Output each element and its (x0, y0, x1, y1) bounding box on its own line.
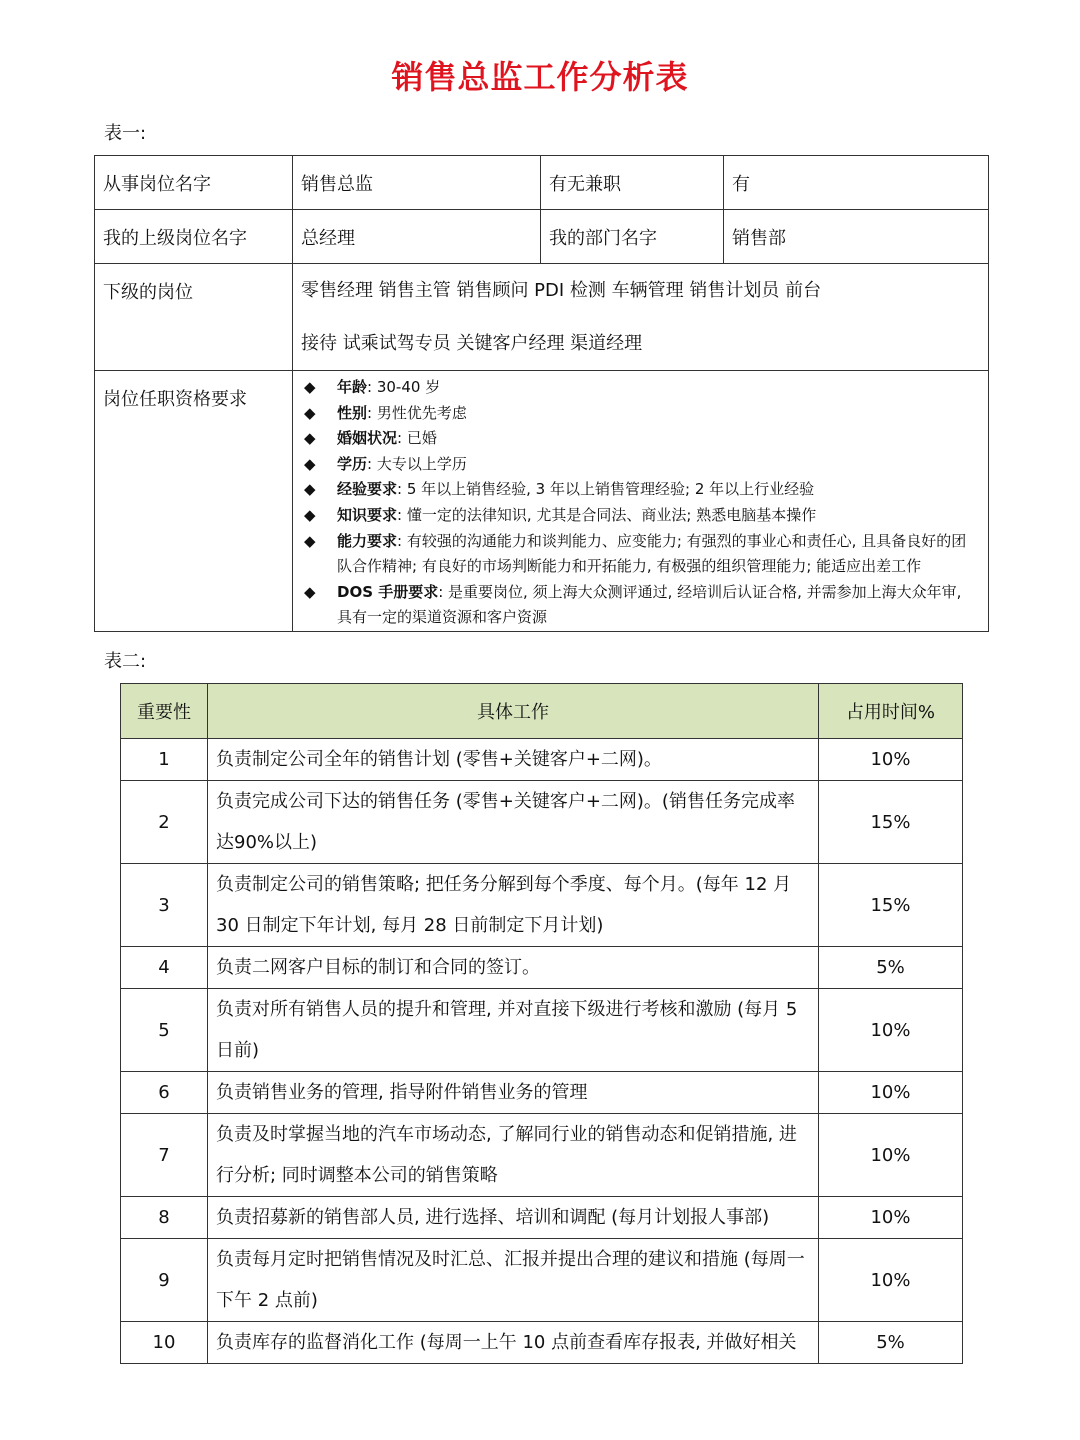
task-cell: 负责制定公司的销售策略; 把任务分解到每个季度、每个月。(每年 12 月 30 日制定下年计划, 每月 28 日前制定下月计划) (208, 864, 819, 947)
requirement-value: : 30-40 岁 (367, 378, 441, 396)
table-row (95, 264, 989, 371)
task-cell: 负责每月定时把销售情况及时汇总、汇报并提出合理的建议和措施 (每周一下午 2 点前) (208, 1239, 819, 1322)
list-item (301, 375, 980, 401)
diamond-bullet-icon: ◆ (304, 378, 316, 396)
table-row (121, 739, 963, 781)
table-row (95, 210, 989, 264)
rank-cell: 10 (121, 1322, 208, 1364)
time-cell: 15% (819, 864, 963, 947)
position-value: 销售总监 (293, 156, 541, 210)
rank-cell: 3 (121, 864, 208, 947)
list-item (301, 503, 980, 529)
table-row (121, 1114, 963, 1197)
requirement-key: 年龄 (337, 378, 368, 396)
time-cell: 10% (819, 739, 963, 781)
requirement-value: : 5 年以上销售经验, 3 年以上销售管理经验; 2 年以上行业经验 (397, 480, 815, 499)
task-cell: 负责完成公司下达的销售任务 (零售+关键客户+二网)。(销售任务完成率达90%以上) (208, 781, 819, 864)
rank-cell: 4 (121, 947, 208, 989)
requirement-key: 婚姻状况 (337, 429, 398, 448)
requirement-value: : 男性优先考虑 (367, 403, 467, 422)
time-cell: 10% (819, 989, 963, 1072)
table-row (121, 1072, 963, 1114)
table-row (121, 947, 963, 989)
subordinate-line: 零售经理 销售主管 销售顾问 PDI 检测 车辆管理 销售计划员 前台 (301, 280, 822, 301)
requirement-key: 性别 (337, 403, 368, 422)
task-cell: 负责对所有销售人员的提升和管理, 并对直接下级进行考核和激励 (每月 5 日前) (208, 989, 819, 1072)
table-row (121, 1322, 963, 1364)
requirement-value: : 大专以上学历 (367, 454, 467, 473)
requirement-key: DOS 手册要求 (337, 582, 439, 601)
dept-label: 我的部门名字 (541, 210, 724, 264)
list-item (301, 477, 980, 503)
column-header: 具体工作 (208, 684, 819, 739)
diamond-bullet-icon: ◆ (304, 480, 316, 499)
superior-label: 我的上级岗位名字 (95, 210, 293, 264)
parttime-label: 有无兼职 (541, 156, 724, 210)
requirement-key: 经验要求 (337, 480, 398, 499)
rank-cell: 9 (121, 1239, 208, 1322)
diamond-bullet-icon: ◆ (304, 531, 316, 550)
requirement-value: : 有较强的沟通能力和谈判能力、应变能力; 有强烈的事业心和责任心, 且具备良好的团队合作精神; 有良好的市场判断能力和开拓能力, 有极强的组织管理能力; 能适应出差工作 (337, 531, 967, 576)
table-row (95, 371, 989, 632)
list-item (301, 401, 980, 427)
superior-value: 总经理 (293, 210, 541, 264)
rank-cell: 5 (121, 989, 208, 1072)
table-row (121, 1239, 963, 1322)
list-item (301, 529, 980, 580)
diamond-bullet-icon: ◆ (304, 454, 316, 473)
subordinate-label: 下级的岗位 (95, 264, 293, 371)
job-info-table (94, 155, 989, 632)
rank-cell: 8 (121, 1197, 208, 1239)
time-cell: 10% (819, 1072, 963, 1114)
column-header: 占用时间% (819, 684, 963, 739)
task-cell: 负责招募新的销售部人员, 进行选择、培训和调配 (每月计划报人事部) (208, 1197, 819, 1239)
table2-label: 表二: (104, 651, 147, 672)
time-cell: 10% (819, 1114, 963, 1197)
task-cell: 负责销售业务的管理, 指导附件销售业务的管理 (208, 1072, 819, 1114)
time-cell: 5% (819, 947, 963, 989)
position-label: 从事岗位名字 (95, 156, 293, 210)
diamond-bullet-icon: ◆ (304, 429, 316, 448)
requirement-value: : 已婚 (397, 429, 437, 448)
table-row (95, 156, 989, 210)
time-cell: 5% (819, 1322, 963, 1364)
rank-cell: 1 (121, 739, 208, 781)
requirement-key: 能力要求 (337, 531, 398, 550)
task-cell: 负责二网客户目标的制订和合同的签订。 (208, 947, 819, 989)
diamond-bullet-icon: ◆ (304, 582, 316, 601)
requirements-list (301, 375, 980, 631)
work-analysis-table (120, 683, 963, 1364)
time-cell: 15% (819, 781, 963, 864)
subordinate-line: 接待 试乘试驾专员 关键客户经理 渠道经理 (301, 333, 643, 354)
task-cell: 负责制定公司全年的销售计划 (零售+关键客户+二网)。 (208, 739, 819, 781)
table-header-row (121, 684, 963, 739)
rank-cell: 6 (121, 1072, 208, 1114)
dept-value: 销售部 (724, 210, 989, 264)
subordinate-value (293, 264, 989, 371)
list-item (301, 426, 980, 452)
parttime-value: 有 (724, 156, 989, 210)
table-row (121, 1197, 963, 1239)
task-cell: 负责及时掌握当地的汽车市场动态, 了解同行业的销售动态和促销措施, 进行分析; 同时调整本公司的销售策略 (208, 1114, 819, 1197)
table-row (121, 864, 963, 947)
column-header: 重要性 (121, 684, 208, 739)
time-cell: 10% (819, 1239, 963, 1322)
table-row (121, 989, 963, 1072)
task-cell: 负责库存的监督消化工作 (每周一上午 10 点前查看库存报表, 并做好相关 (208, 1322, 819, 1364)
list-item (301, 580, 980, 631)
requirement-key: 知识要求 (337, 505, 398, 524)
rank-cell: 2 (121, 781, 208, 864)
page-title: 销售总监工作分析表 (391, 58, 689, 96)
requirements-value (293, 371, 989, 632)
diamond-bullet-icon: ◆ (304, 505, 316, 524)
diamond-bullet-icon: ◆ (304, 403, 316, 422)
requirement-value: : 懂一定的法律知识, 尤其是合同法、商业法; 熟悉电脑基本操作 (397, 505, 817, 524)
time-cell: 10% (819, 1197, 963, 1239)
requirement-value: : 是重要岗位, 须上海大众测评通过, 经培训后认证合格, 并需参加上海大众年审, 具有一定的渠道资源和客户资源 (337, 582, 962, 627)
table1-label: 表一: (104, 123, 147, 144)
list-item (301, 452, 980, 478)
table-row (121, 781, 963, 864)
requirement-key: 学历 (337, 454, 368, 473)
requirements-label: 岗位任职资格要求 (95, 371, 293, 632)
rank-cell: 7 (121, 1114, 208, 1197)
